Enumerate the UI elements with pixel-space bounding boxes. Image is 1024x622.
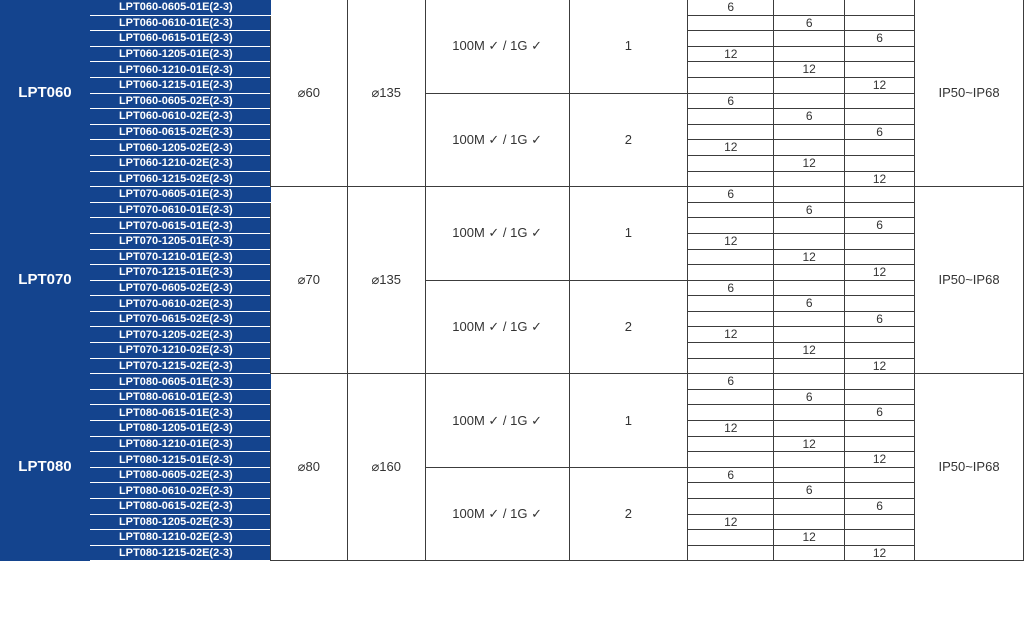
port-count: 2	[569, 280, 688, 374]
model-number: LPT060-1215-01E(2-3)	[89, 77, 270, 93]
diameter-b: ⌀135	[347, 0, 425, 187]
model-number: LPT070-0610-02E(2-3)	[89, 296, 270, 312]
empty-cell	[845, 483, 915, 499]
model-number: LPT060-0615-01E(2-3)	[89, 31, 270, 47]
model-number: LPT080-0610-01E(2-3)	[89, 389, 270, 405]
empty-cell	[688, 296, 774, 312]
empty-cell	[845, 109, 915, 125]
voltage-value: 6	[688, 374, 774, 390]
voltage-value: 6	[845, 311, 915, 327]
model-number: LPT080-1210-02E(2-3)	[89, 530, 270, 546]
empty-cell	[688, 452, 774, 468]
empty-cell	[845, 62, 915, 78]
empty-cell	[688, 530, 774, 546]
empty-cell	[845, 530, 915, 546]
empty-cell	[845, 202, 915, 218]
port-count: 2	[569, 467, 688, 561]
empty-cell	[774, 187, 845, 203]
voltage-value: 6	[688, 0, 774, 15]
port-count: 2	[569, 93, 688, 187]
empty-cell	[774, 140, 845, 156]
empty-cell	[774, 31, 845, 47]
table-row	[1, 280, 1024, 296]
port-count: 1	[569, 374, 688, 468]
empty-cell	[774, 327, 845, 343]
empty-cell	[688, 124, 774, 140]
voltage-value: 6	[845, 499, 915, 515]
voltage-value: 12	[688, 46, 774, 62]
empty-cell	[688, 249, 774, 265]
empty-cell	[774, 124, 845, 140]
speed-support: 100M ✓ / 1G ✓	[425, 187, 569, 281]
empty-cell	[688, 155, 774, 171]
empty-cell	[688, 499, 774, 515]
empty-cell	[774, 0, 845, 15]
empty-cell	[845, 327, 915, 343]
voltage-value: 12	[845, 265, 915, 281]
spec-table-body	[1, 0, 1024, 561]
empty-cell	[774, 452, 845, 468]
voltage-value: 6	[688, 467, 774, 483]
speed-support: 100M ✓ / 1G ✓	[425, 467, 569, 561]
empty-cell	[688, 62, 774, 78]
voltage-value: 12	[688, 421, 774, 437]
voltage-value: 12	[845, 358, 915, 374]
empty-cell	[774, 218, 845, 234]
voltage-value: 6	[774, 483, 845, 499]
voltage-value: 6	[774, 389, 845, 405]
model-number: LPT070-0610-01E(2-3)	[89, 202, 270, 218]
empty-cell	[845, 514, 915, 530]
empty-cell	[845, 374, 915, 390]
table-row	[1, 187, 1024, 203]
empty-cell	[845, 436, 915, 452]
empty-cell	[774, 93, 845, 109]
diameter-b: ⌀135	[347, 187, 425, 374]
model-number: LPT080-0615-01E(2-3)	[89, 405, 270, 421]
empty-cell	[774, 265, 845, 281]
empty-cell	[774, 233, 845, 249]
model-number: LPT070-0615-02E(2-3)	[89, 311, 270, 327]
voltage-value: 12	[774, 436, 845, 452]
table-row	[1, 374, 1024, 390]
voltage-value: 12	[688, 514, 774, 530]
table-row	[1, 0, 1024, 15]
diameter-b: ⌀160	[347, 374, 425, 561]
empty-cell	[845, 249, 915, 265]
voltage-value: 6	[688, 93, 774, 109]
empty-cell	[845, 467, 915, 483]
model-number: LPT080-0605-01E(2-3)	[89, 374, 270, 390]
model-number: LPT070-0615-01E(2-3)	[89, 218, 270, 234]
port-count: 1	[569, 0, 688, 93]
model-number: LPT060-0610-01E(2-3)	[89, 15, 270, 31]
series-name: LPT070	[1, 187, 90, 374]
empty-cell	[845, 140, 915, 156]
speed-support: 100M ✓ / 1G ✓	[425, 280, 569, 374]
empty-cell	[774, 467, 845, 483]
model-number: LPT080-0610-02E(2-3)	[89, 483, 270, 499]
voltage-value: 12	[688, 233, 774, 249]
empty-cell	[688, 265, 774, 281]
speed-support: 100M ✓ / 1G ✓	[425, 93, 569, 187]
series-name: LPT060	[1, 0, 90, 187]
voltage-value: 6	[845, 405, 915, 421]
empty-cell	[845, 296, 915, 312]
empty-cell	[688, 77, 774, 93]
empty-cell	[774, 514, 845, 530]
speed-support: 100M ✓ / 1G ✓	[425, 0, 569, 93]
empty-cell	[845, 46, 915, 62]
ip-rating: IP50~IP68	[915, 374, 1024, 561]
empty-cell	[688, 202, 774, 218]
model-number: LPT060-1205-01E(2-3)	[89, 46, 270, 62]
diameter-a: ⌀80	[270, 374, 347, 561]
empty-cell	[688, 218, 774, 234]
empty-cell	[688, 171, 774, 187]
empty-cell	[688, 109, 774, 125]
table-row	[1, 467, 1024, 483]
model-number: LPT080-1215-02E(2-3)	[89, 545, 270, 561]
empty-cell	[688, 436, 774, 452]
empty-cell	[845, 421, 915, 437]
empty-cell	[688, 358, 774, 374]
model-number: LPT060-0615-02E(2-3)	[89, 124, 270, 140]
model-number: LPT080-1205-01E(2-3)	[89, 421, 270, 437]
empty-cell	[845, 15, 915, 31]
voltage-value: 12	[774, 530, 845, 546]
model-number: LPT060-0605-01E(2-3)	[89, 0, 270, 15]
empty-cell	[688, 343, 774, 359]
speed-support: 100M ✓ / 1G ✓	[425, 374, 569, 468]
voltage-value: 12	[845, 452, 915, 468]
empty-cell	[845, 233, 915, 249]
voltage-value: 12	[774, 249, 845, 265]
model-number: LPT080-0615-02E(2-3)	[89, 499, 270, 515]
model-number: LPT080-1215-01E(2-3)	[89, 452, 270, 468]
voltage-value: 6	[774, 109, 845, 125]
voltage-value: 6	[845, 218, 915, 234]
voltage-value: 12	[688, 140, 774, 156]
empty-cell	[774, 499, 845, 515]
voltage-value: 12	[774, 155, 845, 171]
empty-cell	[845, 0, 915, 15]
model-number: LPT070-0605-01E(2-3)	[89, 187, 270, 203]
empty-cell	[774, 545, 845, 561]
empty-cell	[774, 171, 845, 187]
empty-cell	[774, 374, 845, 390]
empty-cell	[845, 93, 915, 109]
model-number: LPT060-0610-02E(2-3)	[89, 109, 270, 125]
diameter-a: ⌀70	[270, 187, 347, 374]
voltage-value: 6	[774, 15, 845, 31]
series-name: LPT080	[1, 374, 90, 561]
voltage-value: 12	[688, 327, 774, 343]
empty-cell	[688, 15, 774, 31]
model-number: LPT060-1210-01E(2-3)	[89, 62, 270, 78]
empty-cell	[774, 358, 845, 374]
diameter-a: ⌀60	[270, 0, 347, 187]
table-row	[1, 93, 1024, 109]
voltage-value: 12	[845, 77, 915, 93]
model-number: LPT070-1205-02E(2-3)	[89, 327, 270, 343]
empty-cell	[774, 280, 845, 296]
voltage-value: 6	[688, 187, 774, 203]
empty-cell	[688, 389, 774, 405]
model-number: LPT070-1210-02E(2-3)	[89, 343, 270, 359]
empty-cell	[774, 405, 845, 421]
empty-cell	[774, 77, 845, 93]
voltage-value: 12	[774, 62, 845, 78]
model-number: LPT060-1210-02E(2-3)	[89, 155, 270, 171]
empty-cell	[774, 421, 845, 437]
voltage-value: 6	[774, 202, 845, 218]
model-number: LPT070-1210-01E(2-3)	[89, 249, 270, 265]
empty-cell	[845, 389, 915, 405]
voltage-value: 12	[774, 343, 845, 359]
voltage-value: 6	[845, 31, 915, 47]
empty-cell	[688, 405, 774, 421]
model-number: LPT060-1205-02E(2-3)	[89, 140, 270, 156]
voltage-value: 12	[845, 171, 915, 187]
empty-cell	[774, 46, 845, 62]
empty-cell	[688, 483, 774, 499]
empty-cell	[688, 545, 774, 561]
voltage-value: 6	[845, 124, 915, 140]
model-number: LPT080-0605-02E(2-3)	[89, 467, 270, 483]
voltage-value: 6	[774, 296, 845, 312]
empty-cell	[845, 280, 915, 296]
ip-rating: IP50~IP68	[915, 187, 1024, 374]
voltage-value: 12	[845, 545, 915, 561]
empty-cell	[845, 187, 915, 203]
voltage-value: 6	[688, 280, 774, 296]
model-number: LPT070-1205-01E(2-3)	[89, 233, 270, 249]
model-number: LPT070-0605-02E(2-3)	[89, 280, 270, 296]
empty-cell	[774, 311, 845, 327]
model-number: LPT080-1205-02E(2-3)	[89, 514, 270, 530]
model-number: LPT060-1215-02E(2-3)	[89, 171, 270, 187]
model-number: LPT070-1215-02E(2-3)	[89, 358, 270, 374]
model-number: LPT070-1215-01E(2-3)	[89, 265, 270, 281]
empty-cell	[688, 31, 774, 47]
port-count: 1	[569, 187, 688, 281]
empty-cell	[845, 343, 915, 359]
empty-cell	[845, 155, 915, 171]
ip-rating: IP50~IP68	[915, 0, 1024, 187]
model-number: LPT060-0605-02E(2-3)	[89, 93, 270, 109]
empty-cell	[688, 311, 774, 327]
model-number: LPT080-1210-01E(2-3)	[89, 436, 270, 452]
